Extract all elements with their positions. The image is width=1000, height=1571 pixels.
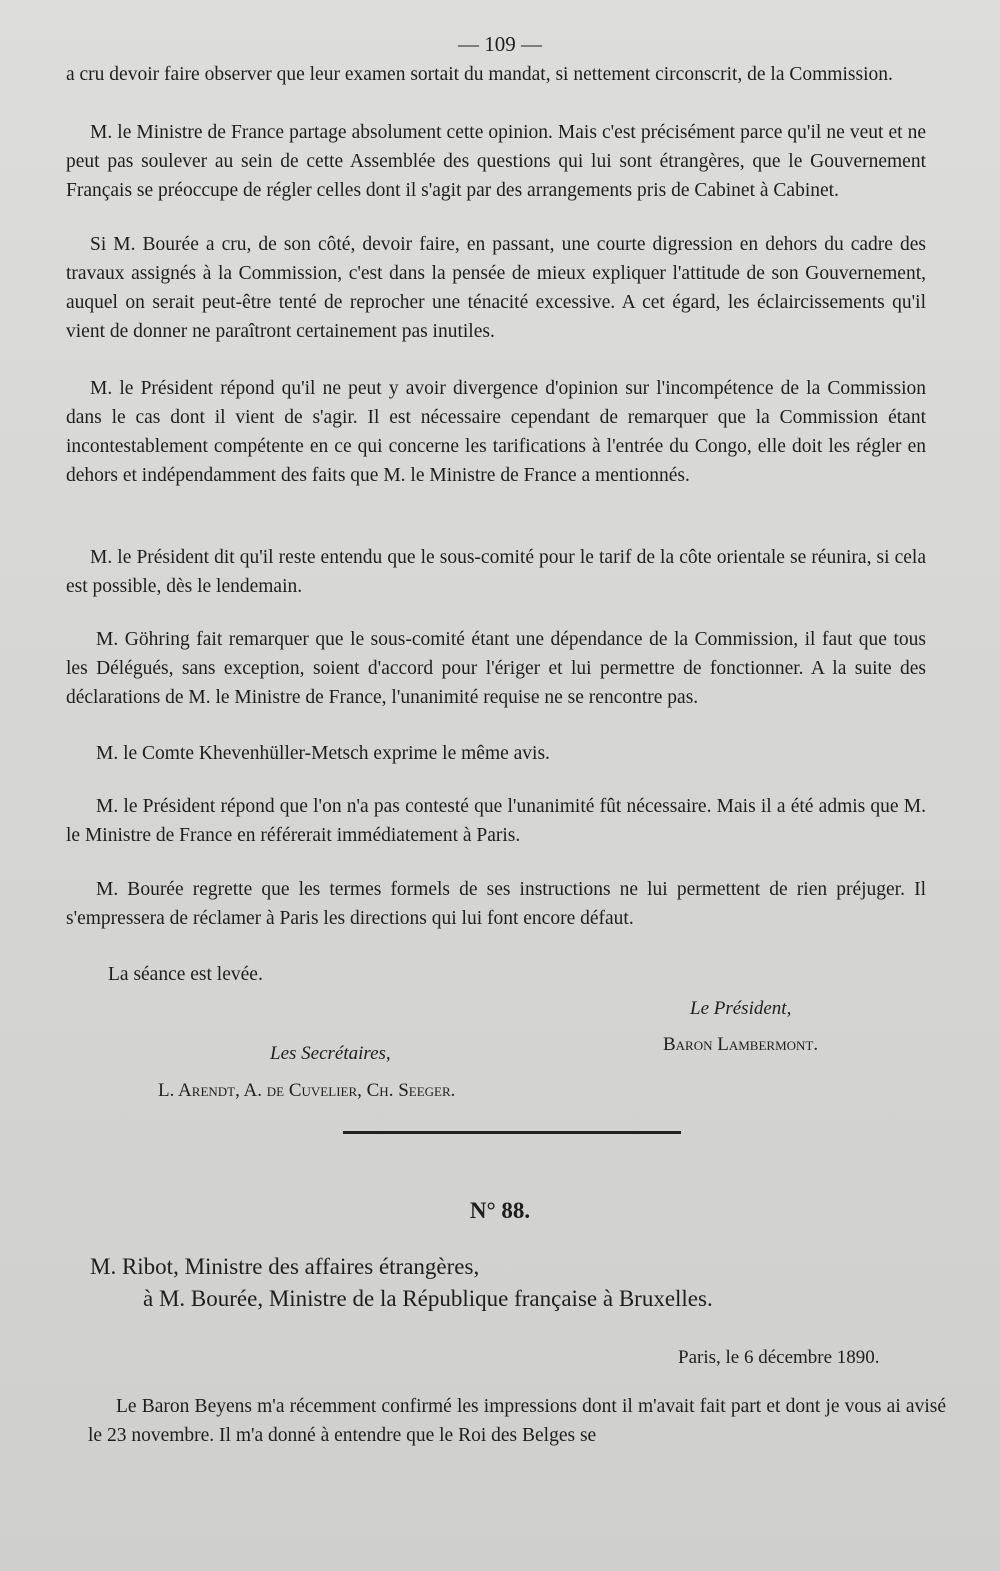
heading-line-2: à M. Bourée, Ministre de la République française à Bruxelles. — [143, 1286, 713, 1311]
paragraph-5: M. le Président dit qu'il reste entendu que le sous-comité pour le tarif de la côte orientale se réunira, si cela est possible, dès le lendemain. — [66, 547, 926, 597]
paragraph-4: M. le Président répond qu'il ne peut y avoir divergence d'opinion sur l'incompétence de la Commission dans le cas dont il vient de s'agir. Il est nécessaire cependant de remarquer que la Commission étant incontestablement compétente en ce qui concerne les tarifications à l'entrée du Congo, elle doit les régler en dehors et indépendamment des faits que M. le Ministre de France a mentionnés. — [66, 378, 926, 486]
president-title: Le Président, — [690, 998, 792, 1019]
letter-paragraph: Le Baron Beyens m'a récemment confirmé les impressions dont il m'avait fait part et dont je vous ai avisé le 23 novembre. Il m'a donné à entendre que le Roi des Belges se — [88, 1396, 946, 1446]
president-name: Baron Lambermont. — [663, 1034, 819, 1055]
section-divider — [343, 1131, 681, 1134]
paragraph-2: M. le Ministre de France partage absolument cette opinion. Mais c'est précisément parce qu'il ne veut et ne peut pas soulever au sein de cette Assemblée des questions qui lui sont étrangères, que le Gouvernement Français se préoccupe de régler celles dont il s'agit par des arrangements pris de Cabinet à Cabinet. — [66, 122, 926, 201]
heading-line-1: M. Ribot, Ministre des affaires étrangères, — [90, 1254, 480, 1279]
paragraph-1: a cru devoir faire observer que leur examen sortait du mandat, si nettement circonscrit, de la Commission. — [66, 64, 893, 85]
paragraph-10: La séance est levée. — [108, 964, 263, 985]
page-number: — 109 — — [458, 32, 542, 56]
paragraph-8: M. le Président répond que l'on n'a pas contesté que l'unanimité fût nécessaire. Mais il a été admis que M. le Ministre de France en référerait immédiatement à Paris. — [66, 796, 926, 846]
document-number: N° 88. — [469, 1198, 531, 1223]
secretaries-title: Les Secrétaires, — [270, 1043, 391, 1064]
paragraph-7: M. le Comte Khevenhüller-Metsch exprime le même avis. — [96, 743, 550, 764]
paragraph-3: Si M. Bourée a cru, de son côté, devoir faire, en passant, une courte digression en dehors du cadre des travaux assignés à la Commission, c'est dans la pensée de mieux expliquer l'attitude de son Gouvernement, auquel on serait peut-être tenté de reprocher une ténacité excessive. A cet égard, les éclaircissements qu'il vient de donner ne paraîtront certainement pas inutiles. — [66, 234, 926, 342]
dateline: Paris, le 6 décembre 1890. — [678, 1347, 880, 1368]
secretaries-names: L. Arendt, A. de Cuvelier, Ch. Seeger. — [158, 1080, 456, 1101]
paragraph-9: M. Bourée regrette que les termes formels de ses instructions ne lui permettent de rien préjuger. Il s'empressera de réclamer à Paris les directions qui lui font encore défaut. — [66, 879, 926, 929]
paragraph-6: M. Göhring fait remarquer que le sous-comité étant une dépendance de la Commission, il faut que tous les Délégués, sans exception, soient d'accord pour l'ériger et lui permettre de fonctionner. A la suite des déclarations de M. le Ministre de France, l'unanimité requise ne se rencontre pas. — [66, 629, 926, 708]
